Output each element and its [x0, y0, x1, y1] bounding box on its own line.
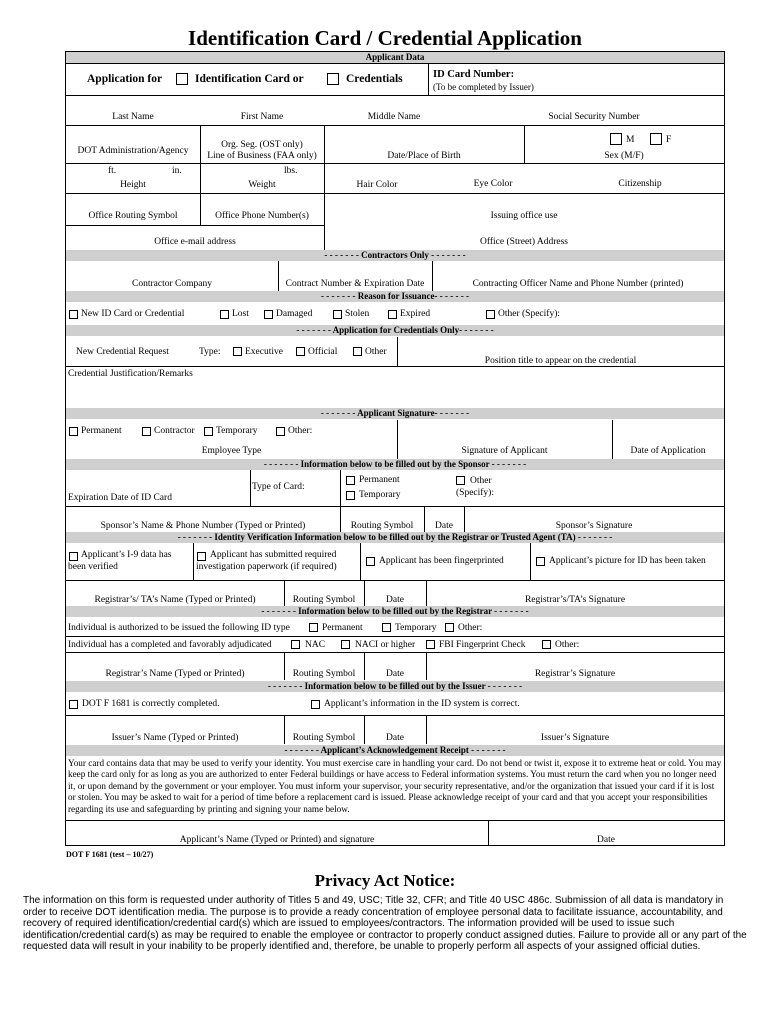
permanent-employee-checkbox[interactable]: [69, 427, 78, 436]
form-number: DOT F 1681 (test – 10/27): [66, 850, 154, 859]
sponsor-date-label: Date: [435, 521, 453, 531]
sex-f-label: F: [666, 135, 672, 145]
applicant-name-signature-label: Applicant’s Name (Typed or Printed) and signature: [179, 835, 375, 845]
ta-routing-label: Routing Symbol: [292, 595, 356, 605]
id-card-number-label: ID Card Number:: [433, 69, 515, 80]
reg-other-label: Other:: [458, 623, 483, 633]
executive-label: Executive: [245, 347, 283, 357]
application-for-label: Application for: [87, 73, 163, 85]
credentials-option-label: Credentials: [346, 73, 403, 85]
ssn-label: Social Security Number: [548, 112, 640, 122]
registrar-routing-label: Routing Symbol: [292, 669, 356, 679]
office-phone-label: Office Phone Number(s): [215, 211, 309, 221]
dob-label: Date/Place of Birth: [387, 151, 461, 161]
fingerprinted-label: Applicant has been fingerprinted: [379, 556, 504, 566]
permanent-card-label: Permanent: [359, 475, 400, 485]
official-label: Official: [308, 347, 338, 357]
executive-checkbox[interactable]: [233, 347, 242, 356]
submitted-paperwork-checkbox[interactable]: [197, 552, 206, 561]
hair-color-label: Hair Color: [356, 180, 398, 190]
justification-label: Credential Justification/Remarks: [68, 369, 193, 379]
eye-color-label: Eye Color: [473, 179, 513, 189]
position-title-label: Position title to appear on the credential: [484, 356, 637, 366]
sex-m-checkbox[interactable]: [610, 133, 622, 145]
i9-label-1: Applicant’s I-9 data has: [81, 550, 172, 560]
applicant-data-band: Applicant Data: [66, 52, 724, 63]
other-employee-checkbox[interactable]: [276, 427, 285, 436]
sponsor-name-label: Sponsor’s Name & Phone Number (Typed or Printed): [100, 521, 306, 531]
id-card-number-note: (To be completed by Issuer): [433, 82, 534, 92]
privacy-text: The information on this form is requested under authority of Titles 5 and 49, USC; Title 32, CFR; and Title 40 USC 486c. Submission of all data is mandatory in order to receive DOT identification media. The purpose is to provide a ready concentration of employee personal data to facilitate issuance, accountability, and recovery of required identification/credential card(s) which are issued to employees/contractors. The information provided will be used to issue such identification/credential card(s) as may be required to enable the employee or contractor to properly conduct assigned duties. Failure to provide all or any part of the requested data will result in your inability to be properly identified and, therefore, be unable to properly perform all aspects of your assigned official duties.: [23, 895, 747, 953]
office-email-label: Office e-mail address: [154, 237, 236, 247]
info-correct-checkbox[interactable]: [311, 700, 320, 709]
picture-taken-checkbox[interactable]: [536, 557, 545, 566]
naci-label: NACI or higher: [355, 640, 416, 650]
height-in-label: in.: [172, 166, 182, 176]
stolen-checkbox[interactable]: [333, 310, 342, 319]
lost-checkbox[interactable]: [220, 310, 229, 319]
permanent-card-checkbox[interactable]: [346, 476, 355, 485]
sponsor-signature-label: Sponsor’s Signature: [555, 521, 633, 531]
lost-label: Lost: [232, 309, 249, 319]
official-checkbox[interactable]: [296, 347, 305, 356]
picture-taken-label: Applicant’s picture for ID has been taken: [549, 556, 706, 566]
applicant-signature-label: Signature of Applicant: [461, 446, 548, 456]
new-card-label: New ID Card or Credential: [81, 309, 185, 319]
employee-type-label: Employee Type: [201, 446, 262, 456]
submitted-label-1: Applicant has submitted required: [210, 550, 337, 560]
registrar-band: - - - - - - - Information below to be filled out by the Registrar - - - - - - -: [66, 606, 724, 617]
fbi-checkbox[interactable]: [426, 640, 435, 649]
org-seg-label: Org. Seg. (OST only): [221, 140, 303, 150]
stolen-label: Stolen: [345, 309, 370, 319]
contractor-company-label: Contractor Company: [132, 279, 212, 289]
i9-checkbox[interactable]: [69, 552, 78, 561]
expiration-date-label: Expiration Date of ID Card: [68, 493, 172, 503]
nac-checkbox[interactable]: [291, 640, 300, 649]
temporary-employee-label: Temporary: [216, 426, 258, 436]
form-title: Identification Card / Credential Application: [188, 26, 582, 50]
damaged-label: Damaged: [276, 309, 313, 319]
issuer-name-label: Issuer’s Name (Typed or Printed): [111, 733, 239, 743]
sponsor-band: - - - - - - - Information below to be filled out by the Sponsor - - - - - - -: [66, 459, 724, 470]
dot-agency-label: DOT Administration/Agency: [77, 146, 189, 156]
issuer-date-label: Date: [386, 733, 404, 743]
reg-permanent-label: Permanent: [322, 623, 363, 633]
issuer-routing-label: Routing Symbol: [292, 733, 356, 743]
specify-label: (Specify):: [456, 488, 494, 498]
dot-f1681-checkbox[interactable]: [69, 700, 78, 709]
registrar-date-label: Date: [386, 669, 404, 679]
ta-signature-label: Registrar’s/TA’s Signature: [524, 595, 626, 605]
weight-lbs-label: lbs.: [284, 166, 298, 176]
height-ft-label: ft.: [108, 166, 117, 176]
i9-label-2: been verified: [68, 562, 118, 572]
contract-number-label: Contract Number & Expiration Date: [285, 279, 425, 289]
reason-band: - - - - - - - Reason for Issuance- - - - - - -: [66, 291, 724, 302]
expired-checkbox[interactable]: [388, 310, 397, 319]
last-name-label: Last Name: [112, 112, 154, 122]
registrar-signature-label: Registrar’s Signature: [534, 669, 616, 679]
date-of-application-label: Date of Application: [630, 446, 706, 456]
credentials-checkbox[interactable]: [327, 73, 339, 85]
sex-f-checkbox[interactable]: [650, 133, 662, 145]
reg-temporary-label: Temporary: [395, 623, 437, 633]
signature-band: - - - - - - - Applicant Signature- - - - - - -: [66, 408, 724, 419]
other-type-label: Other: [365, 347, 387, 357]
issuer-band: - - - - - - - Information below to be filled out by the Issuer - - - - - - -: [66, 681, 724, 692]
ta-name-label: Registrar’s/ TA’s Name (Typed or Printed): [94, 595, 256, 605]
reg-other2-label: Other:: [555, 640, 580, 650]
ta-date-label: Date: [386, 595, 404, 605]
temporary-employee-checkbox[interactable]: [204, 427, 213, 436]
id-card-option-label: Identification Card or: [195, 73, 304, 85]
contracting-officer-label: Contracting Officer Name and Phone Number (printed): [472, 279, 684, 289]
acknowledgement-text: Your card contains data that may be used to verify your identity. You must exercise care in handling your card. Do not bend or twist it, expose it to extreme heat or cold. You may keep the card only for as long as you are authorized to enter Federal buildings or have access to Federal information systems. You must return the card when you no longer need it, or upon demand by the government or your employer. You must inform your supervisor, your security representative, and/or the organization that issued your card if it is lost or stolen. You may be asked to wait for a period of time before a replacement card is issued. Please acknowledge receipt of your card and that you accept your responsibilities regarding its use and safeguarding by printing and signing your name below.: [68, 758, 722, 814]
office-routing-label: Office Routing Symbol: [88, 211, 178, 221]
temporary-card-checkbox[interactable]: [346, 491, 355, 500]
other-employee-label: Other:: [288, 426, 313, 436]
height-label: Height: [120, 180, 146, 190]
acknowledgement-band: - - - - - - - Applicant’s Acknowledgement Receipt - - - - - - -: [66, 745, 724, 756]
submitted-label-2: investigation paperwork (if required): [196, 562, 337, 572]
sex-label: Sex (M/F): [604, 151, 644, 161]
reg-temporary-checkbox[interactable]: [382, 623, 391, 632]
contractors-band: - - - - - - - Contractors Only - - - - - - -: [66, 250, 724, 261]
registrar-name-label: Registrar’s Name (Typed or Printed): [105, 669, 245, 679]
privacy-title: Privacy Act Notice:: [314, 871, 456, 890]
sponsor-routing-label: Routing Symbol: [350, 521, 414, 531]
citizenship-label: Citizenship: [618, 179, 662, 189]
permanent-employee-label: Permanent: [81, 426, 122, 436]
credential-type-label: Type:: [199, 347, 221, 357]
issuing-office-label: Issuing office use: [490, 211, 558, 221]
naci-checkbox[interactable]: [341, 640, 350, 649]
adjudicated-label: Individual has a completed and favorably adjudicated: [68, 640, 272, 650]
credentials-band: - - - - - - - Application for Credentials Only- - - - - - -: [66, 325, 724, 336]
new-credential-request-label: New Credential Request: [76, 347, 169, 357]
fbi-label: FBI Fingerprint Check: [439, 640, 526, 650]
new-card-checkbox[interactable]: [69, 310, 78, 319]
temporary-card-label: Temporary: [359, 490, 401, 500]
nac-label: NAC: [305, 640, 326, 650]
office-address-label: Office (Street) Address: [480, 237, 568, 247]
info-correct-label: Applicant’s information in the ID system is correct.: [324, 699, 520, 709]
reg-other2-checkbox[interactable]: [542, 640, 551, 649]
authorized-label: Individual is authorized to be issued the following ID type: [68, 623, 290, 633]
issuer-signature-label: Issuer’s Signature: [540, 733, 610, 743]
other-card-label: Other: [470, 476, 492, 486]
id-card-checkbox[interactable]: [176, 73, 188, 85]
other-card-checkbox[interactable]: [456, 476, 465, 485]
reg-permanent-checkbox[interactable]: [309, 623, 318, 632]
fingerprinted-checkbox[interactable]: [366, 557, 375, 566]
sex-m-label: M: [626, 135, 635, 145]
contractor-employee-checkbox[interactable]: [142, 427, 151, 436]
dot-f1681-label: DOT F 1681 is correctly completed.: [82, 699, 220, 709]
line-of-business-label: Line of Business (FAA only): [207, 151, 317, 161]
reg-other-checkbox[interactable]: [445, 623, 454, 632]
middle-name-label: Middle Name: [367, 112, 421, 122]
other-reason-checkbox[interactable]: [486, 310, 495, 319]
weight-label: Weight: [248, 180, 276, 190]
first-name-label: First Name: [240, 112, 284, 122]
damaged-checkbox[interactable]: [264, 310, 273, 319]
other-reason-label: Other (Specify):: [498, 309, 560, 319]
ack-date-label: Date: [597, 835, 615, 845]
expired-label: Expired: [400, 309, 431, 319]
contractor-employee-label: Contractor: [154, 426, 195, 436]
other-type-checkbox[interactable]: [353, 347, 362, 356]
type-of-card-label: Type of Card:: [252, 482, 305, 492]
identity-band: - - - - - - - Identity Verification Information below to be filled out by the Registrar or Trusted Agent (TA) - - - - - - -: [66, 532, 724, 543]
